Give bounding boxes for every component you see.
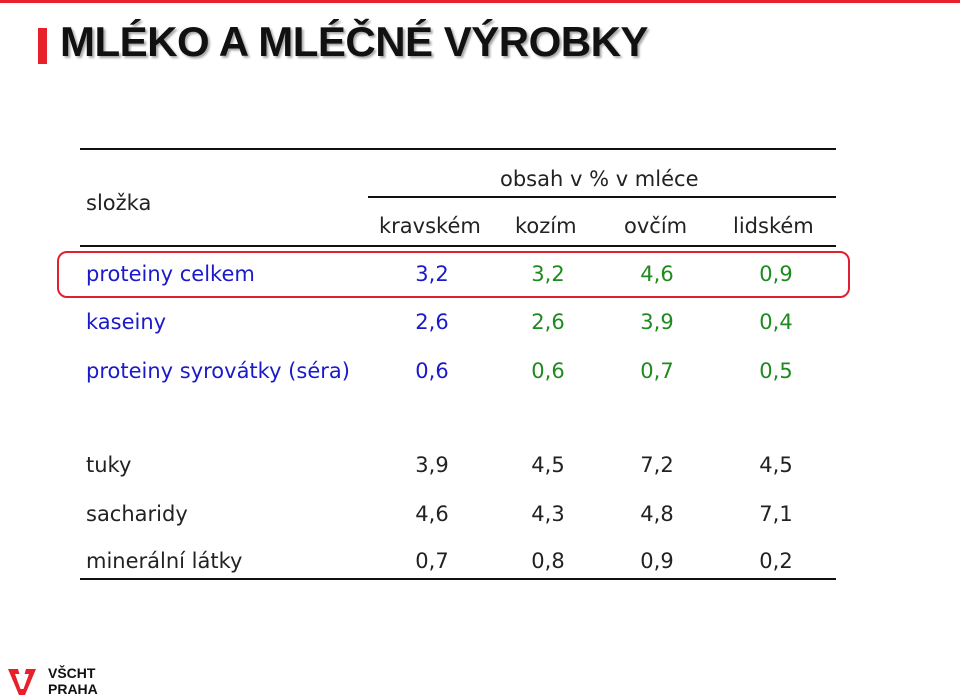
table-cell: 0,9: [640, 549, 674, 573]
page-title: MLÉKO A MLÉČNÉ VÝROBKY: [60, 18, 648, 65]
table-cell: 0,2: [759, 549, 793, 573]
table-cell: 3,9: [415, 453, 449, 477]
table-cell: 3,2: [531, 262, 565, 286]
column-header: kozím: [515, 214, 577, 238]
row-label: sacharidy: [86, 502, 188, 526]
column-header: lidském: [733, 214, 814, 238]
row-header: složka: [86, 191, 152, 215]
row-label: minerální látky: [86, 549, 243, 573]
table-cell: 3,2: [415, 262, 449, 286]
table-cell: 0,8: [531, 549, 565, 573]
table-cell: 4,3: [531, 502, 565, 526]
top-accent-line: [0, 0, 960, 3]
table-top-rule: [80, 148, 836, 150]
table-cell: 0,5: [759, 359, 793, 383]
logo-line-2: PRAHA: [48, 681, 98, 697]
column-header: kravském: [379, 214, 481, 238]
table-cell: 4,5: [531, 453, 565, 477]
logo-line-1: VŠCHT: [48, 665, 96, 681]
table-cell: 0,7: [415, 549, 449, 573]
column-header: ovčím: [624, 214, 688, 238]
table-cell: 0,4: [759, 310, 793, 334]
table-cell: 4,6: [415, 502, 449, 526]
table-cell: 2,6: [415, 310, 449, 334]
row-label: kaseiny: [86, 310, 167, 334]
vscht-emblem-icon: [6, 665, 38, 697]
table-cell: 7,1: [759, 502, 793, 526]
table-cell: 0,6: [415, 359, 449, 383]
table-cell: 3,9: [640, 310, 674, 334]
table-cell: 4,5: [759, 453, 793, 477]
table-cell: 0,6: [531, 359, 565, 383]
title-accent-bar: [38, 28, 47, 64]
table-cell: 0,7: [640, 359, 674, 383]
table-cell: 4,8: [640, 502, 674, 526]
row-label: proteiny syrovátky (séra): [86, 359, 350, 383]
row-label: tuky: [86, 453, 132, 477]
table-bottom-rule: [80, 578, 836, 580]
group-header-rule: [368, 196, 836, 198]
row-label: proteiny celkem: [86, 262, 255, 286]
group-header: obsah v % v mléce: [500, 167, 699, 191]
header-bottom-rule: [80, 245, 836, 247]
vscht-logo: [6, 664, 106, 698]
table-cell: 4,6: [640, 262, 674, 286]
table-cell: 2,6: [531, 310, 565, 334]
table-cell: 0,9: [759, 262, 793, 286]
table-cell: 7,2: [640, 453, 674, 477]
